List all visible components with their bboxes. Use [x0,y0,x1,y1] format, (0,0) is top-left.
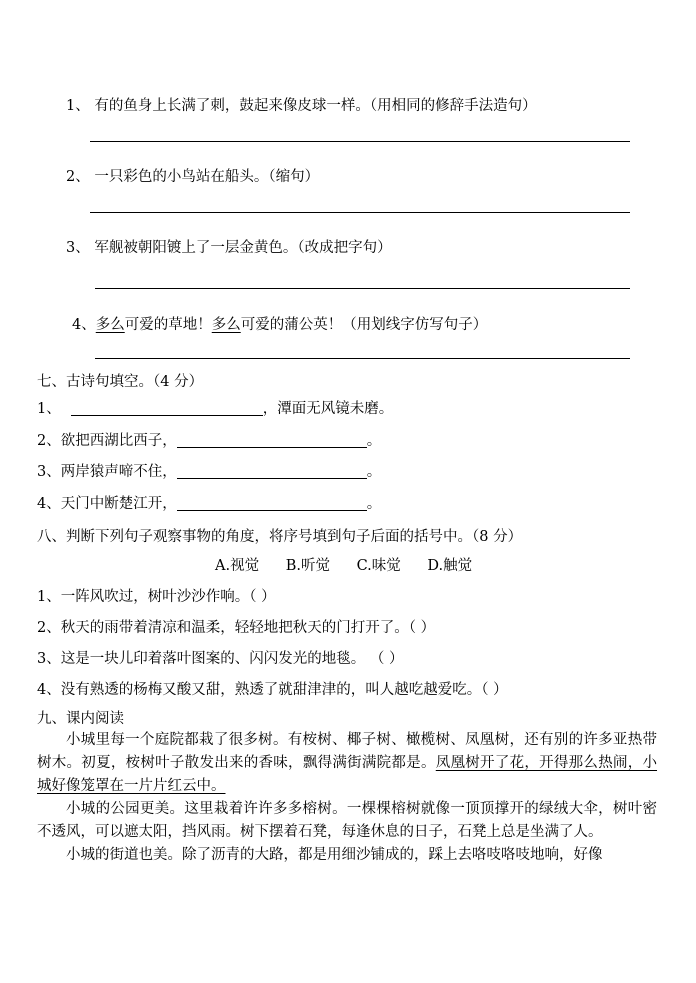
poem-line-1 [37,399,393,419]
poem-blank-3[interactable] [177,462,367,479]
underlined-word-2: 多么 [211,317,241,333]
question-3: 3、 军舰被朝阳镀上了一层金黄色。（改成把字句） [66,240,392,256]
poem-blank-4[interactable] [177,494,367,511]
poem-blank-1[interactable] [71,399,263,416]
poem-line-1-text: ，潭面无风镜未磨。 [262,401,394,417]
poem-line-2-text: 2、欲把西湖比西子， [37,433,177,449]
poem-line-4 [37,494,381,514]
answer-line-1[interactable] [90,141,630,142]
section-8-title: 八、判断下列句子观察事物的角度，将序号填到句子后面的括号中。（8 分） [37,529,523,545]
underlined-word-1: 多么 [95,317,125,333]
poem-line-4-period: 。 [366,496,382,512]
paragraph-1-underlined: 凤凰树开了花，开得那么热闹，小城好像笼罩在一片片红云中。 [37,755,658,794]
sentence-4: 4、没有熟透的杨梅又酸又甜，熟透了就甜津津的，叫人越吃越爱吃。（ ） [37,682,508,698]
answer-line-3[interactable] [95,288,630,289]
poem-line-4-text: 4、天门中断楚江开， [37,496,177,512]
paragraph-1 [37,729,657,798]
option-b: B.听觉 [285,558,330,574]
sentence-1: 1、一阵风吹过，树叶沙沙作响。（ ） [37,589,276,605]
section-9-title: 九、课内阅读 [37,711,124,727]
option-d: D.触觉 [427,558,473,574]
poem-line-2 [37,431,381,451]
answer-line-2[interactable] [90,212,630,213]
option-a: A.视觉 [215,558,260,574]
poem-line-3-text: 3、两岸猿声啼不住， [37,464,177,480]
poem-blank-2[interactable] [177,431,367,448]
option-c: C.味觉 [356,558,401,574]
question-4 [72,315,487,335]
answer-line-4[interactable] [95,358,630,359]
paragraph-2: 小城的公园更美。这里栽着许许多多榕树。一棵棵榕树就像一顶顶撑开的绿绒大伞，树叶密不透风，可以遮太阳，挡风雨。树下摆着石凳，每逢休息的日子，石凳上总是坐满了人。 [37,801,657,840]
sentence-2: 2、秋天的雨带着清凉和温柔，轻轻地把秋天的门打开了。（ ） [37,620,436,636]
sentence-3: 3、这是一块儿印着落叶图案的、闪闪发光的地毯。 （ ） [37,651,404,667]
question-1: 1、 有的鱼身上长满了刺，鼓起来像皮球一样。（用相同的修辞手法造句） [66,98,537,114]
poem-line-3 [37,462,381,482]
question-4-text-2: 可爱的蒲公英！（用划线字仿写句子） [240,317,488,333]
options-row [215,556,472,576]
question-4-number: 4、 [72,317,96,333]
poem-line-1-number: 1、 [37,401,61,417]
reading-passage [37,729,657,867]
section-7-title: 七、古诗句填空。（4 分） [37,374,204,390]
poem-line-3-period: 。 [366,464,382,480]
poem-line-2-period: 。 [366,433,382,449]
paragraph-3: 小城的街道也美。除了沥青的大路，都是用细沙铺成的，踩上去咯吱咯吱地响，好像 [66,847,603,863]
paragraph-1-text: 小城里每一个庭院都栽了很多树。有桉树、椰子树、橄榄树、凤凰树，还有别的许多亚热带树木。初夏，桉树叶子散发出来的香味，飘得满街满院都是。 [37,732,657,771]
question-2: 2、 一只彩色的小鸟站在船头。（缩句） [66,169,320,185]
question-4-text-1: 可爱的草地！ [124,317,212,333]
